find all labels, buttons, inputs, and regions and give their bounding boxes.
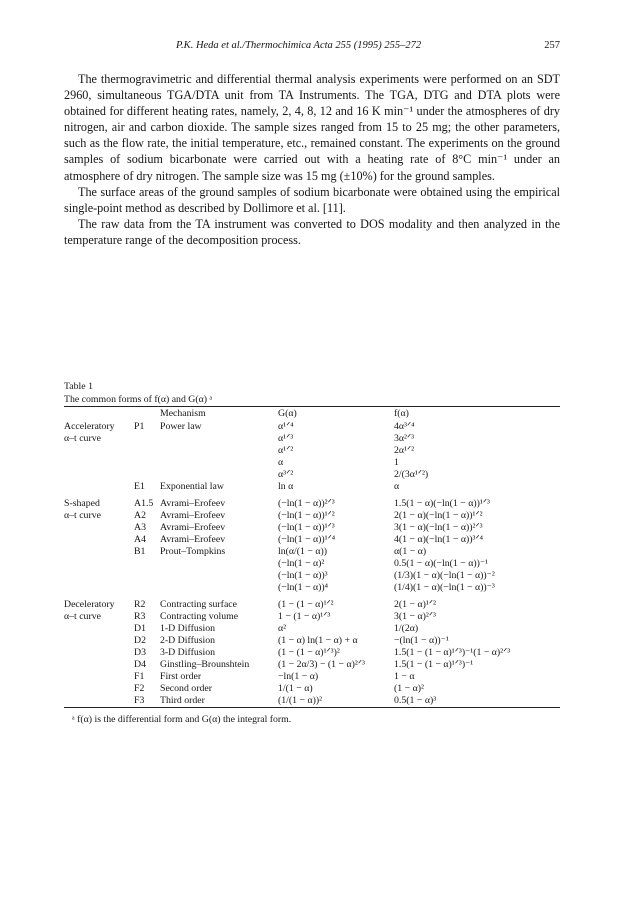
cell-g-alpha: α³ᐟ² xyxy=(278,469,294,480)
cell-f-alpha: α(1 − α) xyxy=(394,546,427,557)
table-row xyxy=(64,635,560,647)
cell-f-alpha: 1.5(1 − (1 − α)¹ᐟ³)⁻¹ xyxy=(394,659,474,670)
cell-class: Deceleratory xyxy=(64,599,115,610)
table-1 xyxy=(64,380,564,725)
cell-g-alpha: α xyxy=(278,457,284,468)
table-caption: The common forms of f(α) and G(α) ᵃ xyxy=(64,394,213,405)
cell-f-alpha: 2α¹ᐟ² xyxy=(394,445,415,456)
cell-g-alpha: (1 − α) ln(1 − α) + α xyxy=(278,635,358,646)
cell-class xyxy=(64,683,134,695)
cell-mechanism: Second order xyxy=(160,683,212,694)
cell-class xyxy=(64,481,134,493)
cell-mechanism: Avrami–Erofeev xyxy=(160,534,226,545)
cell-f-alpha: 1 − α xyxy=(394,671,415,682)
table-label: Table 1 xyxy=(64,381,93,392)
cell-class: Acceleratory xyxy=(64,421,115,432)
cell-g-alpha: −ln(1 − α) xyxy=(278,671,319,682)
cell-g-alpha: α¹ᐟ⁴ xyxy=(278,421,294,432)
cell-mechanism xyxy=(160,457,278,469)
cell-class xyxy=(64,445,134,457)
cell-code: A3 xyxy=(134,522,146,533)
running-header xyxy=(64,40,560,56)
cell-class xyxy=(64,635,134,647)
cell-code xyxy=(134,457,160,469)
cell-g-alpha: (1 − 2α/3) − (1 − α)²ᐟ³ xyxy=(278,659,365,670)
cell-code: F3 xyxy=(134,695,145,706)
cell-mechanism: Contracting surface xyxy=(160,599,237,610)
cell-code: A1.5 xyxy=(134,498,154,509)
cell-class xyxy=(64,522,134,534)
cell-code: P1 xyxy=(134,421,145,432)
table-footnote: ᵃ f(α) is the differential form and G(α) the integral form. xyxy=(72,714,292,725)
cell-g-alpha: ln α xyxy=(278,481,294,492)
table-body xyxy=(64,421,560,707)
cell-code xyxy=(134,433,160,445)
cell-code: F1 xyxy=(134,671,145,682)
cell-class xyxy=(64,534,134,546)
cell-code: D1 xyxy=(134,623,146,634)
cell-f-alpha: 0.5(1 − α)(−ln(1 − α))⁻¹ xyxy=(394,558,488,569)
cell-f-alpha: 4α³ᐟ⁴ xyxy=(394,421,415,432)
table-row xyxy=(64,683,560,695)
cell-f-alpha: 1.5(1 − (1 − α)¹ᐟ³)⁻¹(1 − α)²ᐟ³ xyxy=(394,647,511,658)
cell-f-alpha: 3(1 − α)²ᐟ³ xyxy=(394,611,436,622)
table-row xyxy=(64,421,560,433)
cell-code xyxy=(134,469,160,481)
cell-g-alpha: (1 − (1 − α)¹ᐟ³)² xyxy=(278,647,340,658)
cell-f-alpha: 1.5(1 − α)(−ln(1 − α))¹ᐟ³ xyxy=(394,498,490,509)
table-row xyxy=(64,522,560,534)
table-row xyxy=(64,558,560,570)
table-row xyxy=(64,695,560,707)
mechanism-table xyxy=(64,407,560,707)
cell-g-alpha: (−ln(1 − α))⁴ xyxy=(278,582,329,593)
table-row xyxy=(64,659,560,671)
table-row xyxy=(64,647,560,659)
cell-mechanism: Power law xyxy=(160,421,202,432)
page-number: 257 xyxy=(544,40,560,51)
cell-g-alpha: (1/(1 − α))² xyxy=(278,695,323,706)
cell-mechanism xyxy=(160,469,278,481)
cell-g-alpha: ln(α/(1 − α)) xyxy=(278,546,327,557)
cell-g-alpha: (−ln(1 − α))¹ᐟ² xyxy=(278,510,335,521)
cell-f-alpha: 3α²ᐟ³ xyxy=(394,433,415,444)
cell-g-alpha: (−ln(1 − α))²ᐟ³ xyxy=(278,498,335,509)
cell-mechanism xyxy=(160,433,278,445)
table-row xyxy=(64,611,560,623)
table-row xyxy=(64,594,560,611)
cell-g-alpha: (−ln(1 − α))¹ᐟ⁴ xyxy=(278,534,336,545)
table-row xyxy=(64,445,560,457)
table-row xyxy=(64,510,560,522)
cell-code: R3 xyxy=(134,611,146,622)
cell-mechanism: Avrami–Erofeev xyxy=(160,498,226,509)
cell-class: α–t curve xyxy=(64,510,101,521)
cell-code xyxy=(134,558,160,570)
cell-code: D2 xyxy=(134,635,146,646)
paragraph-surface-areas: The surface areas of the ground samples of sodium bicarbonate were obtained using the empirical single-point method as described by Dollimore et al. [11]. xyxy=(64,184,560,215)
table-row xyxy=(64,481,560,493)
table-row xyxy=(64,623,560,635)
header-g-alpha: G(α) xyxy=(278,408,297,419)
cell-code: D3 xyxy=(134,647,146,658)
cell-mechanism: Ginstling–Brounshtein xyxy=(160,659,250,670)
cell-code: E1 xyxy=(134,481,145,492)
table-row xyxy=(64,671,560,683)
paragraph-experiments: The thermogravimetric and differential thermal analysis experiments were performed on an SDT 2960, simultaneous TGA/DTA unit from TA Instruments. The TGA, DTG and DTA plots were obtained for different heating rates, namely, 2, 4, 8, 12 and 16 K min⁻¹ under the atmospheres of dry nitrogen, air and carbon dioxide. The sample sizes ranged from 15 to 25 mg; the other parameters, such as the flow rate, the initial temperature, etc., remained constant. The experiments on the ground samples of sodium bicarbonate were carried out with a heating rate of 8°C min⁻¹ under an atmosphere of dry nitrogen. The sample size was 15 mg (±10%) for the ground samples. xyxy=(64,72,560,183)
cell-f-alpha: 2/(3α¹ᐟ²) xyxy=(394,469,429,480)
cell-class xyxy=(64,457,134,469)
cell-code: R2 xyxy=(134,599,146,610)
table-row xyxy=(64,570,560,582)
table-row xyxy=(64,457,560,469)
cell-mechanism xyxy=(160,582,278,594)
cell-f-alpha: α xyxy=(394,481,400,492)
cell-mechanism: Third order xyxy=(160,695,205,706)
cell-f-alpha: 1/(2α) xyxy=(394,623,419,634)
cell-mechanism: 3-D Diffusion xyxy=(160,647,216,658)
cell-code xyxy=(134,445,160,457)
cell-mechanism: Avrami–Erofeev xyxy=(160,510,226,521)
running-title: P.K. Heda et al./Thermochimica Acta 255 (1995) 255–272 xyxy=(176,40,422,51)
cell-class xyxy=(64,469,134,481)
table-row xyxy=(64,433,560,445)
cell-mechanism: Exponential law xyxy=(160,481,224,492)
table-row xyxy=(64,534,560,546)
cell-mechanism xyxy=(160,558,278,570)
cell-code: A4 xyxy=(134,534,146,545)
cell-mechanism xyxy=(160,570,278,582)
cell-class xyxy=(64,647,134,659)
cell-f-alpha: (1/3)(1 − α)(−ln(1 − α))⁻² xyxy=(394,570,495,581)
table-row xyxy=(64,469,560,481)
cell-f-alpha: (1/4)(1 − α)(−ln(1 − α))⁻³ xyxy=(394,582,495,593)
cell-f-alpha: 3(1 − α)(−ln(1 − α))²ᐟ³ xyxy=(394,522,483,533)
table-row xyxy=(64,493,560,510)
header-mechanism: Mechanism xyxy=(160,408,206,419)
body-text xyxy=(64,71,560,248)
cell-g-alpha: (−ln(1 − α))³ xyxy=(278,570,328,581)
cell-g-alpha: (−ln(1 − α)² xyxy=(278,558,325,569)
table-bottom-rule xyxy=(64,707,560,708)
cell-f-alpha: (1 − α)² xyxy=(394,683,424,694)
cell-code: B1 xyxy=(134,546,146,557)
cell-f-alpha: −(ln(1 − α))⁻¹ xyxy=(394,635,449,646)
cell-class xyxy=(64,558,134,570)
cell-mechanism: First order xyxy=(160,671,202,682)
cell-class xyxy=(64,570,134,582)
cell-g-alpha: (1 − (1 − α)¹ᐟ² xyxy=(278,599,334,610)
cell-f-alpha: 0.5(1 − α)³ xyxy=(394,695,437,706)
cell-mechanism: Contracting volume xyxy=(160,611,239,622)
cell-g-alpha: 1 − (1 − α)¹ᐟ³ xyxy=(278,611,331,622)
cell-mechanism: 2-D Diffusion xyxy=(160,635,216,646)
cell-code xyxy=(134,582,160,594)
cell-f-alpha: 1 xyxy=(394,457,399,468)
cell-class: α–t curve xyxy=(64,433,101,444)
cell-g-alpha: (−ln(1 − α))¹ᐟ³ xyxy=(278,522,335,533)
cell-g-alpha: α² xyxy=(278,623,287,634)
cell-code xyxy=(134,570,160,582)
cell-class xyxy=(64,659,134,671)
cell-mechanism xyxy=(160,445,278,457)
header-f-alpha: f(α) xyxy=(394,408,409,419)
table-row xyxy=(64,582,560,594)
cell-class: S-shaped xyxy=(64,498,100,509)
cell-mechanism: 1-D Diffusion xyxy=(160,623,216,634)
cell-mechanism: Avrami–Erofeev xyxy=(160,522,226,533)
cell-code: D4 xyxy=(134,659,146,670)
cell-g-alpha: α¹ᐟ³ xyxy=(278,433,294,444)
cell-code: A2 xyxy=(134,510,146,521)
table-header-row xyxy=(64,407,560,421)
table-row xyxy=(64,546,560,558)
paragraph-raw-data: The raw data from the TA instrument was converted to DOS modality and then analyzed in the temperature range of the decomposition process. xyxy=(64,216,560,247)
cell-class xyxy=(64,695,134,707)
cell-class: α–t curve xyxy=(64,611,101,622)
cell-mechanism: Prout–Tompkins xyxy=(160,546,226,557)
cell-g-alpha: 1/(1 − α) xyxy=(278,683,313,694)
cell-f-alpha: 2(1 − α)(−ln(1 − α))¹ᐟ² xyxy=(394,510,483,521)
cell-class xyxy=(64,582,134,594)
cell-class xyxy=(64,671,134,683)
cell-class xyxy=(64,623,134,635)
cell-f-alpha: 2(1 − α)¹ᐟ² xyxy=(394,599,436,610)
cell-f-alpha: 4(1 − α)(−ln(1 − α))³ᐟ⁴ xyxy=(394,534,484,545)
cell-code: F2 xyxy=(134,683,145,694)
cell-class xyxy=(64,546,134,558)
cell-g-alpha: α¹ᐟ² xyxy=(278,445,294,456)
